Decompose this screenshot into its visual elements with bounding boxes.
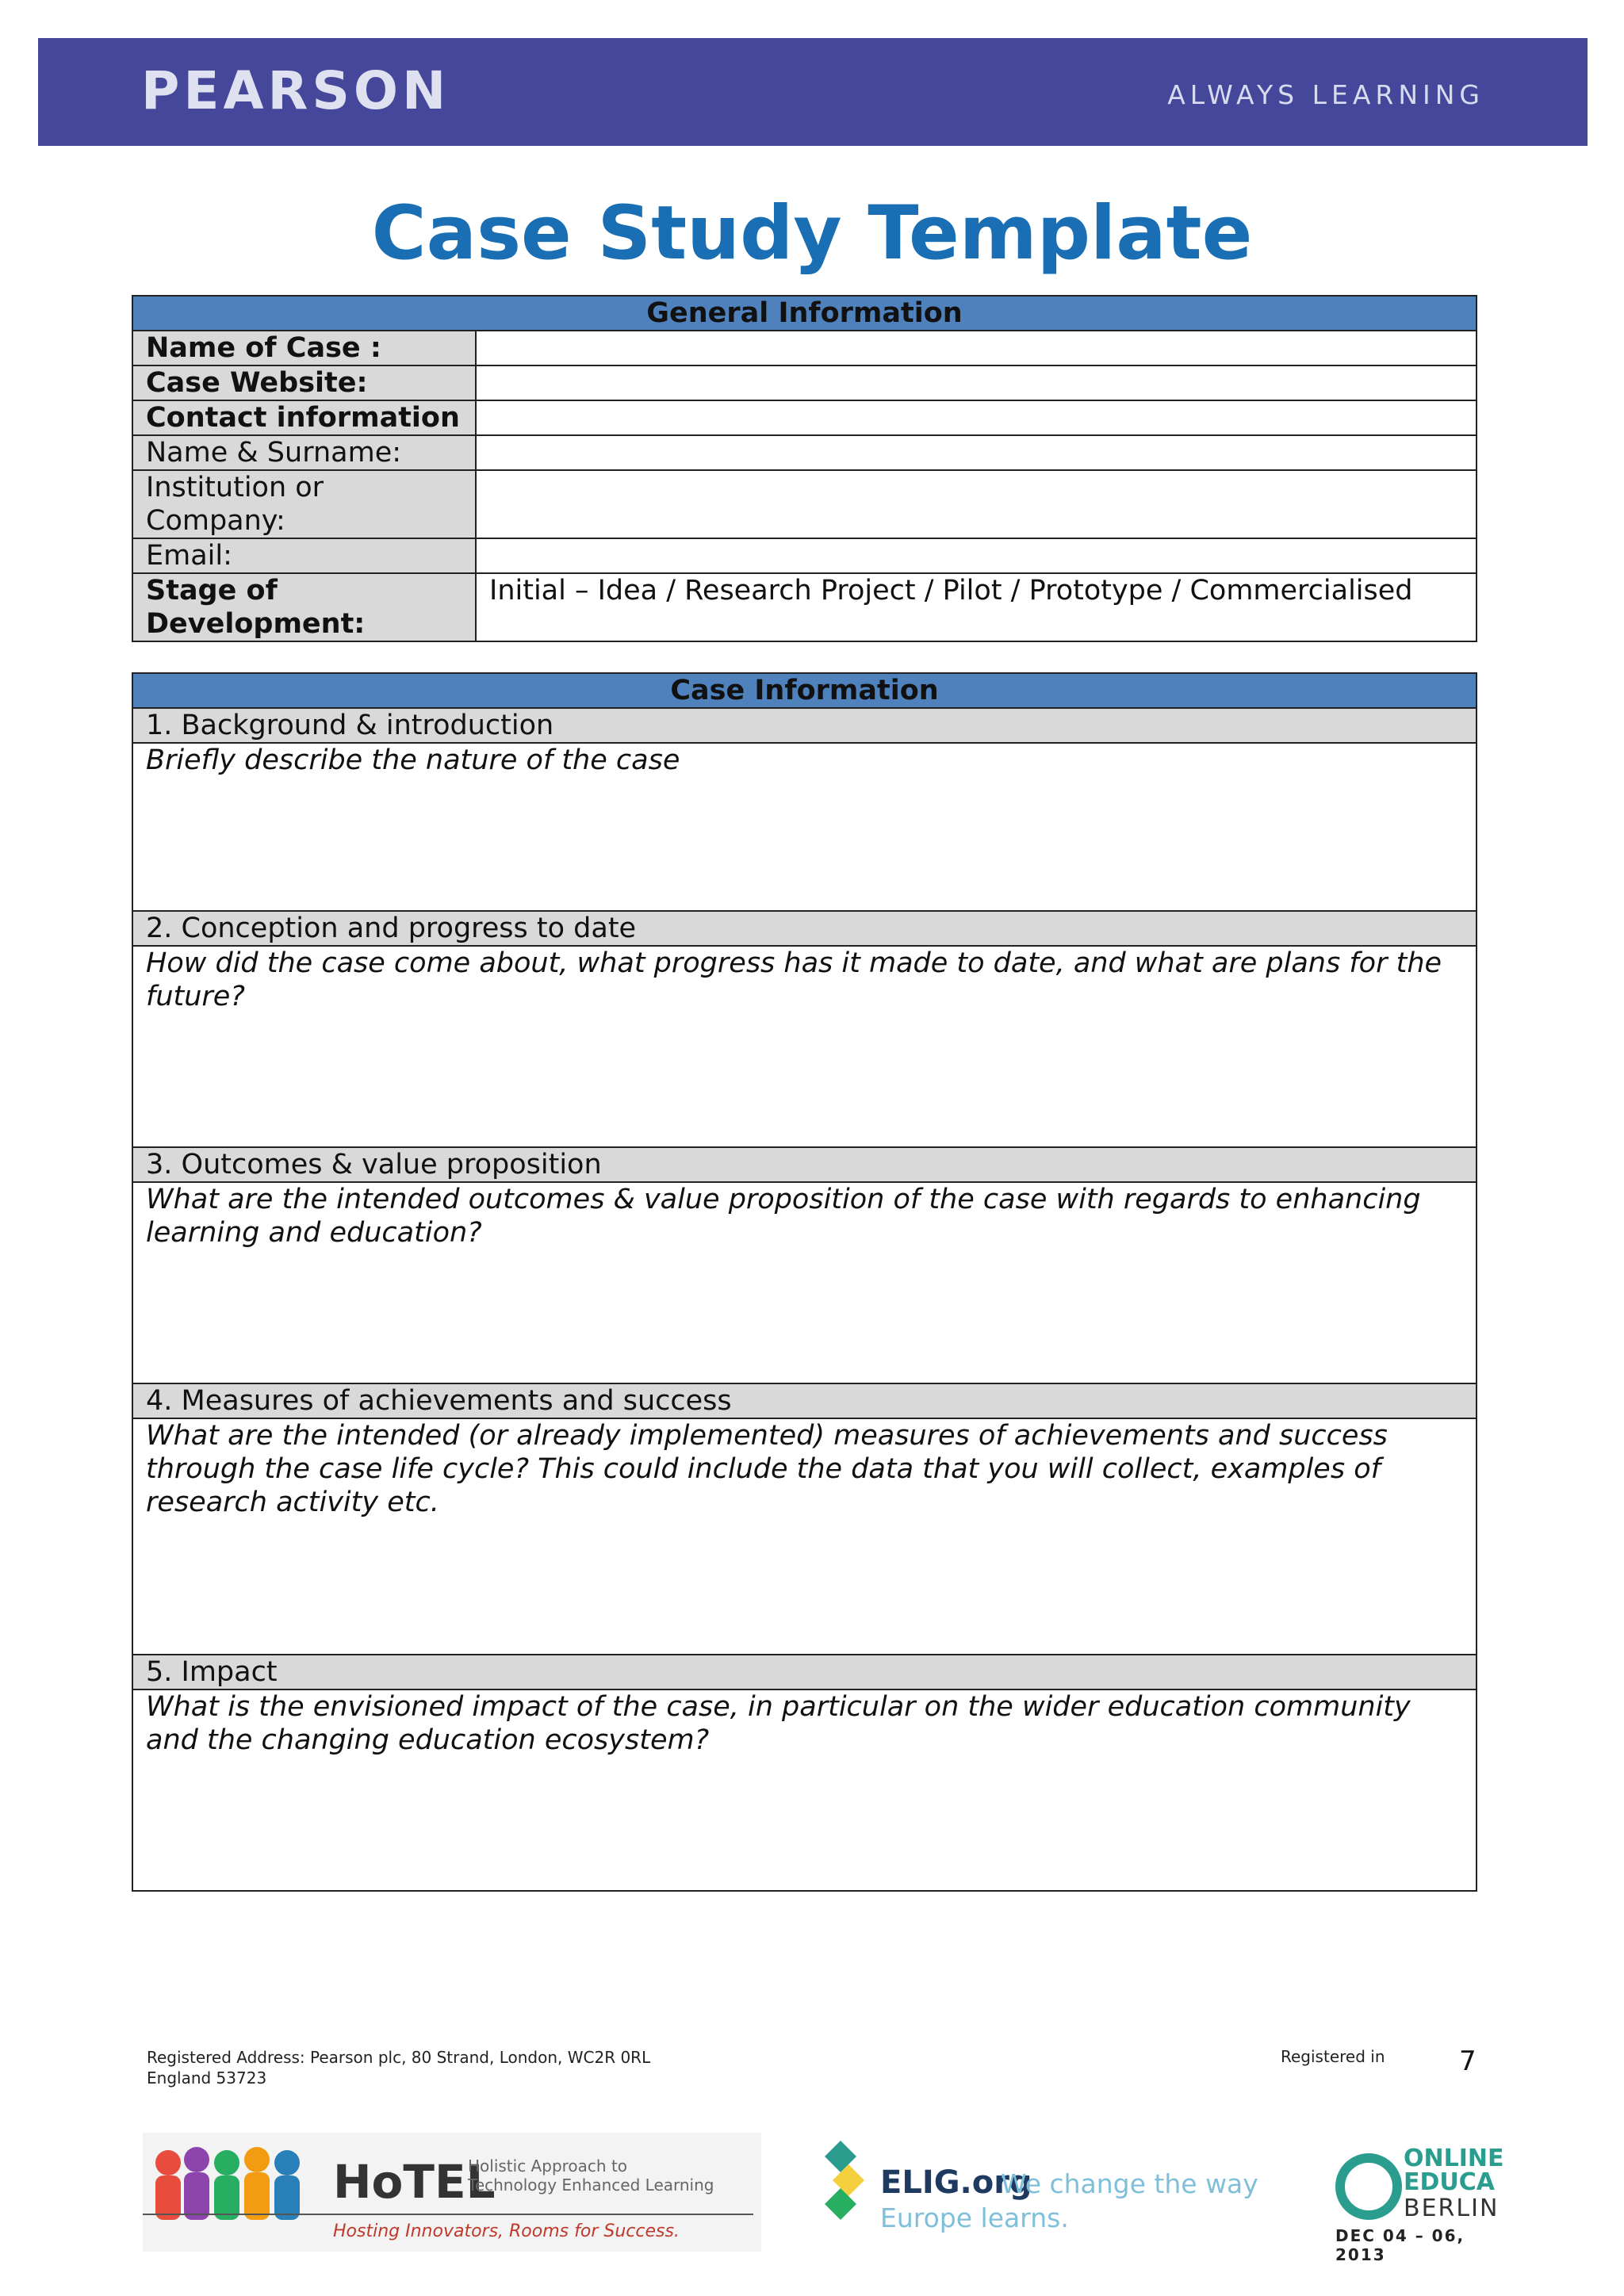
section-title: 2. Conception and progress to date — [132, 911, 1477, 946]
name-surname-field[interactable] — [476, 435, 1477, 470]
hotel-subtitle — [468, 2156, 714, 2195]
section-title: 4. Measures of achievements and success — [132, 1383, 1477, 1418]
section-prompt[interactable]: What is the envisioned impact of the case, in particular on the wider education community and the changing education ecosystem? — [132, 1689, 1477, 1891]
institution-field[interactable] — [476, 470, 1477, 538]
section-title: 3. Outcomes & value proposition — [132, 1147, 1477, 1182]
name-surname-label: Name & Surname: — [132, 435, 476, 470]
page-number: 7 — [1459, 2045, 1477, 2077]
email-field[interactable] — [476, 538, 1477, 573]
hotel-slogan: Hosting Innovators, Rooms for Success. — [333, 2221, 680, 2241]
hotel-name: HoTEL — [333, 2155, 496, 2209]
stage-of-development-label: Stage of Development: — [132, 573, 476, 641]
oeb-date: DEC 04 – 06, 2013 — [1335, 2226, 1465, 2264]
case-information-table — [132, 672, 1477, 1892]
section-prompt[interactable]: What are the intended outcomes & value proposition of the case with regards to enhancing learning and education? — [132, 1182, 1477, 1383]
oeb-title — [1404, 2147, 1504, 2195]
stage-of-development-value[interactable]: Initial – Idea / Research Project / Pilot / Prototype / Commercialised — [476, 573, 1477, 641]
general-information-table — [132, 295, 1477, 642]
pearson-banner — [38, 38, 1588, 146]
partner-logos — [0, 2125, 1624, 2267]
section-prompt[interactable]: Briefly describe the nature of the case — [132, 743, 1477, 911]
oeb-line-1: ONLINE — [1404, 2145, 1504, 2172]
case-website-field[interactable] — [476, 365, 1477, 400]
institution-label: Institution or Company: — [132, 470, 476, 538]
pearson-logo: PEARSON — [141, 60, 450, 121]
address-line-2: England 53723 — [147, 2068, 267, 2087]
case-information-heading: Case Information — [132, 673, 1477, 708]
registered-address — [147, 2047, 650, 2088]
divider — [143, 2214, 753, 2215]
online-educa-logo — [1332, 2145, 1515, 2264]
case-website-label: Case Website: — [132, 365, 476, 400]
ring-icon — [1335, 2153, 1402, 2220]
email-label: Email: — [132, 538, 476, 573]
oeb-line-3: BERLIN — [1404, 2195, 1500, 2222]
name-of-case-label: Name of Case : — [132, 331, 476, 365]
people-silhouettes-icon — [151, 2141, 309, 2220]
name-of-case-field[interactable] — [476, 331, 1477, 365]
elig-mark-icon — [825, 2141, 872, 2228]
elig-name: ELIG.org — [880, 2164, 1032, 2201]
elig-tagline-1: We change the way — [1001, 2168, 1258, 2199]
section-title: 1. Background & introduction — [132, 708, 1477, 743]
oeb-line-2: EDUCA — [1404, 2168, 1495, 2196]
section-title: 5. Impact — [132, 1655, 1477, 1689]
section-prompt[interactable]: What are the intended (or already implemented) measures of achievements and success through the case life cycle? This could include the data that you will collect, examples of research activity etc. — [132, 1418, 1477, 1655]
general-information-heading: General Information — [132, 296, 1477, 331]
contact-information-label: Contact information — [132, 400, 476, 435]
hotel-subtitle-line-1: Holistic Approach to — [468, 2156, 628, 2175]
elig-logo — [825, 2141, 1269, 2244]
hotel-logo — [143, 2133, 761, 2252]
contact-information-field[interactable] — [476, 400, 1477, 435]
page-title: Case Study Template — [371, 190, 1253, 277]
registered-in: Registered in — [1281, 2047, 1385, 2066]
elig-tagline-2: Europe learns. — [880, 2202, 1069, 2233]
address-line-1: Registered Address: Pearson plc, 80 Strand, London, WC2R 0RL — [147, 2048, 651, 2067]
section-prompt[interactable]: How did the case come about, what progress has it made to date, and what are plans for the future? — [132, 946, 1477, 1147]
tagline: ALWAYS LEARNING — [1167, 79, 1484, 110]
hotel-subtitle-line-2: Technology Enhanced Learning — [468, 2175, 714, 2195]
